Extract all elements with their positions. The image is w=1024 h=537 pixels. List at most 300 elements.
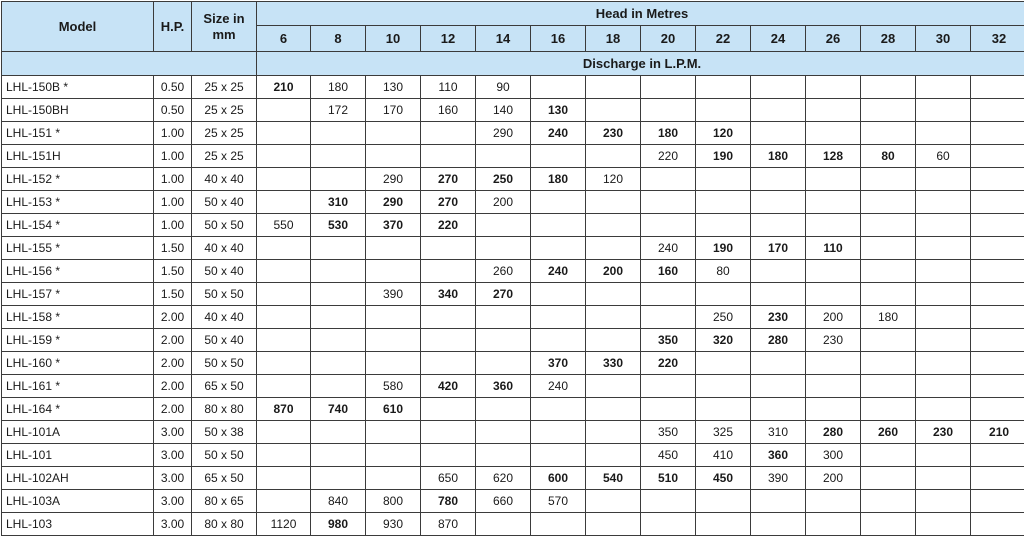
model-cell: LHL-160 * [2, 352, 154, 375]
model-cell: LHL-101 [2, 444, 154, 467]
discharge-cell: 180 [311, 76, 366, 99]
discharge-cell: 330 [586, 352, 641, 375]
model-cell: LHL-164 * [2, 398, 154, 421]
discharge-cell [916, 352, 971, 375]
discharge-cell [586, 375, 641, 398]
head-value-header: 22 [696, 26, 751, 52]
discharge-cell [696, 283, 751, 306]
discharge-cell [531, 214, 586, 237]
discharge-cell: 350 [641, 329, 696, 352]
discharge-cell: 390 [751, 467, 806, 490]
hp-cell: 1.00 [154, 214, 192, 237]
discharge-cell [751, 398, 806, 421]
discharge-cell: 240 [531, 375, 586, 398]
hp-cell: 0.50 [154, 76, 192, 99]
discharge-cell [641, 99, 696, 122]
discharge-cell [257, 237, 311, 260]
discharge-cell [861, 283, 916, 306]
discharge-cell: 310 [751, 421, 806, 444]
discharge-cell [531, 513, 586, 536]
discharge-cell [257, 168, 311, 191]
discharge-cell [257, 145, 311, 168]
discharge-cell: 780 [421, 490, 476, 513]
discharge-cell: 110 [421, 76, 476, 99]
discharge-cell [971, 168, 1024, 191]
head-value-header: 26 [806, 26, 861, 52]
discharge-cell: 310 [311, 191, 366, 214]
discharge-cell: 130 [366, 76, 421, 99]
discharge-cell [751, 76, 806, 99]
hp-cell: 2.00 [154, 398, 192, 421]
discharge-cell [861, 122, 916, 145]
discharge-cell [861, 467, 916, 490]
discharge-cell [311, 444, 366, 467]
discharge-cell [806, 122, 861, 145]
discharge-cell: 1120 [257, 513, 311, 536]
size-cell: 25 x 25 [192, 99, 257, 122]
model-header: Model [2, 2, 154, 52]
discharge-cell: 290 [366, 168, 421, 191]
discharge-cell [971, 352, 1024, 375]
discharge-cell [751, 214, 806, 237]
discharge-cell [421, 352, 476, 375]
discharge-cell [421, 306, 476, 329]
discharge-cell [586, 214, 641, 237]
discharge-cell: 60 [916, 145, 971, 168]
discharge-cell [586, 513, 641, 536]
discharge-cell [971, 99, 1024, 122]
discharge-cell: 230 [806, 329, 861, 352]
discharge-cell [476, 352, 531, 375]
discharge-cell [916, 168, 971, 191]
size-cell: 50 x 50 [192, 283, 257, 306]
discharge-cell [421, 444, 476, 467]
discharge-cell: 420 [421, 375, 476, 398]
discharge-cell [641, 398, 696, 421]
discharge-cell: 230 [916, 421, 971, 444]
discharge-cell [916, 467, 971, 490]
size-cell: 25 x 25 [192, 145, 257, 168]
discharge-cell: 350 [641, 421, 696, 444]
discharge-cell: 300 [806, 444, 861, 467]
model-cell: LHL-103 [2, 513, 154, 536]
table-row [2, 444, 1024, 467]
discharge-cell [916, 329, 971, 352]
head-value-header: 6 [257, 26, 311, 52]
discharge-cell: 160 [641, 260, 696, 283]
discharge-cell [806, 191, 861, 214]
discharge-cell: 450 [696, 467, 751, 490]
discharge-cell [806, 490, 861, 513]
discharge-cell [311, 421, 366, 444]
discharge-cell: 280 [751, 329, 806, 352]
head-value-header: 10 [366, 26, 421, 52]
table-row [2, 145, 1024, 168]
discharge-cell: 200 [476, 191, 531, 214]
discharge-cell [531, 145, 586, 168]
table-row [2, 352, 1024, 375]
discharge-cell [806, 375, 861, 398]
discharge-cell [476, 237, 531, 260]
model-cell: LHL-159 * [2, 329, 154, 352]
discharge-cell [257, 191, 311, 214]
discharge-cell: 740 [311, 398, 366, 421]
discharge-cell: 210 [257, 76, 311, 99]
discharge-cell: 240 [531, 122, 586, 145]
head-value-header: 28 [861, 26, 916, 52]
head-value-header: 20 [641, 26, 696, 52]
discharge-cell [531, 306, 586, 329]
discharge-cell [257, 421, 311, 444]
discharge-cell: 390 [366, 283, 421, 306]
discharge-cell: 570 [531, 490, 586, 513]
discharge-cell [641, 191, 696, 214]
discharge-cell [311, 329, 366, 352]
hp-cell: 1.00 [154, 168, 192, 191]
discharge-cell: 200 [806, 306, 861, 329]
discharge-cell [366, 421, 421, 444]
hp-cell: 3.00 [154, 421, 192, 444]
discharge-cell [641, 306, 696, 329]
size-cell: 40 x 40 [192, 168, 257, 191]
discharge-cell: 410 [696, 444, 751, 467]
discharge-cell [971, 122, 1024, 145]
model-cell: LHL-150B * [2, 76, 154, 99]
hp-cell: 0.50 [154, 99, 192, 122]
discharge-cell [311, 352, 366, 375]
model-cell: LHL-102AH [2, 467, 154, 490]
discharge-cell [971, 214, 1024, 237]
discharge-cell [751, 191, 806, 214]
table-row [2, 260, 1024, 283]
table-row [2, 99, 1024, 122]
table-row [2, 283, 1024, 306]
discharge-cell [806, 283, 861, 306]
discharge-cell [531, 76, 586, 99]
discharge-cell: 180 [861, 306, 916, 329]
discharge-cell: 90 [476, 76, 531, 99]
model-cell: LHL-152 * [2, 168, 154, 191]
table-row [2, 237, 1024, 260]
hp-header: H.P. [154, 2, 192, 52]
table-row [2, 191, 1024, 214]
discharge-cell [971, 513, 1024, 536]
discharge-cell [586, 283, 641, 306]
discharge-cell [696, 214, 751, 237]
discharge-cell: 230 [751, 306, 806, 329]
discharge-cell [366, 467, 421, 490]
hp-cell: 3.00 [154, 467, 192, 490]
discharge-cell [311, 145, 366, 168]
discharge-cell [971, 306, 1024, 329]
table-body [2, 76, 1024, 536]
size-cell: 80 x 80 [192, 398, 257, 421]
discharge-cell [971, 444, 1024, 467]
discharge-cell [916, 214, 971, 237]
discharge-cell: 510 [641, 467, 696, 490]
discharge-cell [696, 352, 751, 375]
discharge-cell [916, 237, 971, 260]
discharge-cell [751, 490, 806, 513]
discharge-cell [311, 467, 366, 490]
discharge-cell: 240 [531, 260, 586, 283]
discharge-cell: 370 [366, 214, 421, 237]
discharge-cell: 110 [806, 237, 861, 260]
discharge-cell [366, 329, 421, 352]
hp-cell: 2.00 [154, 306, 192, 329]
size-cell: 50 x 50 [192, 214, 257, 237]
size-cell: 40 x 40 [192, 237, 257, 260]
discharge-cell [311, 168, 366, 191]
discharge-cell [971, 260, 1024, 283]
discharge-cell [366, 306, 421, 329]
discharge-cell [916, 490, 971, 513]
discharge-cell [751, 352, 806, 375]
discharge-cell: 260 [861, 421, 916, 444]
discharge-cell [586, 76, 641, 99]
discharge-cell: 340 [421, 283, 476, 306]
discharge-cell [366, 444, 421, 467]
discharge-cell [257, 444, 311, 467]
discharge-cell: 190 [696, 237, 751, 260]
hp-cell: 1.00 [154, 145, 192, 168]
discharge-cell: 80 [696, 260, 751, 283]
discharge-cell: 270 [421, 191, 476, 214]
table-row [2, 375, 1024, 398]
discharge-cell [641, 490, 696, 513]
discharge-cell: 650 [421, 467, 476, 490]
hp-cell: 1.50 [154, 283, 192, 306]
discharge-cell [641, 513, 696, 536]
model-cell: LHL-154 * [2, 214, 154, 237]
discharge-cell: 140 [476, 99, 531, 122]
discharge-cell [696, 398, 751, 421]
discharge-cell [971, 191, 1024, 214]
discharge-cell [476, 513, 531, 536]
table-row [2, 490, 1024, 513]
discharge-cell [861, 375, 916, 398]
discharge-cell [696, 99, 751, 122]
size-cell: 80 x 65 [192, 490, 257, 513]
discharge-cell: 170 [366, 99, 421, 122]
discharge-cell: 250 [696, 306, 751, 329]
discharge-cell [971, 467, 1024, 490]
head-value-header: 24 [751, 26, 806, 52]
discharge-cell [586, 329, 641, 352]
model-cell: LHL-155 * [2, 237, 154, 260]
discharge-cell [696, 375, 751, 398]
head-value-header: 14 [476, 26, 531, 52]
discharge-cell [806, 76, 861, 99]
discharge-cell: 80 [861, 145, 916, 168]
discharge-cell: 450 [641, 444, 696, 467]
size-cell: 50 x 40 [192, 260, 257, 283]
discharge-cell: 320 [696, 329, 751, 352]
discharge-cell [916, 375, 971, 398]
discharge-cell [366, 260, 421, 283]
discharge-cell [916, 260, 971, 283]
table-header [2, 2, 1024, 76]
discharge-cell [586, 99, 641, 122]
discharge-cell: 190 [696, 145, 751, 168]
discharge-cell [861, 329, 916, 352]
discharge-cell: 280 [806, 421, 861, 444]
model-cell: LHL-153 * [2, 191, 154, 214]
discharge-cell [971, 237, 1024, 260]
size-cell: 40 x 40 [192, 306, 257, 329]
size-cell: 50 x 40 [192, 329, 257, 352]
discharge-cell: 230 [586, 122, 641, 145]
discharge-cell [366, 237, 421, 260]
discharge-cell: 550 [257, 214, 311, 237]
table-row [2, 398, 1024, 421]
discharge-cell: 220 [421, 214, 476, 237]
discharge-cell [311, 237, 366, 260]
discharge-cell [257, 467, 311, 490]
discharge-cell [641, 214, 696, 237]
discharge-cell: 290 [476, 122, 531, 145]
discharge-cell [806, 168, 861, 191]
discharge-header: Discharge in L.P.M. [257, 52, 1024, 76]
discharge-cell [257, 375, 311, 398]
discharge-cell [586, 490, 641, 513]
discharge-cell: 270 [421, 168, 476, 191]
model-cell: LHL-150BH [2, 99, 154, 122]
head-value-header: 32 [971, 26, 1024, 52]
discharge-cell: 530 [311, 214, 366, 237]
table-row [2, 329, 1024, 352]
discharge-cell [861, 444, 916, 467]
discharge-cell: 360 [751, 444, 806, 467]
discharge-cell: 180 [751, 145, 806, 168]
discharge-cell [861, 76, 916, 99]
model-cell: LHL-157 * [2, 283, 154, 306]
discharge-cell [861, 99, 916, 122]
discharge-cell [531, 283, 586, 306]
discharge-cell: 980 [311, 513, 366, 536]
discharge-cell: 260 [476, 260, 531, 283]
discharge-cell [421, 398, 476, 421]
discharge-cell: 620 [476, 467, 531, 490]
table-row [2, 467, 1024, 490]
discharge-cell [531, 191, 586, 214]
discharge-cell [751, 99, 806, 122]
table-row [2, 306, 1024, 329]
discharge-cell [531, 237, 586, 260]
head-value-header: 16 [531, 26, 586, 52]
discharge-cell [916, 76, 971, 99]
discharge-cell [971, 375, 1024, 398]
discharge-cell [696, 191, 751, 214]
discharge-cell [861, 513, 916, 536]
discharge-cell [916, 99, 971, 122]
model-cell: LHL-156 * [2, 260, 154, 283]
hp-cell: 2.00 [154, 352, 192, 375]
discharge-cell: 870 [257, 398, 311, 421]
discharge-cell [806, 260, 861, 283]
discharge-cell [751, 260, 806, 283]
discharge-cell [531, 398, 586, 421]
discharge-cell [641, 168, 696, 191]
discharge-cell: 250 [476, 168, 531, 191]
discharge-cell [916, 283, 971, 306]
discharge-cell [586, 191, 641, 214]
discharge-cell [257, 490, 311, 513]
discharge-cell [311, 283, 366, 306]
discharge-cell [751, 375, 806, 398]
discharge-cell [421, 145, 476, 168]
discharge-cell [311, 306, 366, 329]
hp-cell: 1.00 [154, 191, 192, 214]
discharge-cell [806, 99, 861, 122]
discharge-cell [531, 421, 586, 444]
table-row [2, 76, 1024, 99]
discharge-cell: 220 [641, 145, 696, 168]
hp-cell: 1.50 [154, 260, 192, 283]
discharge-cell: 220 [641, 352, 696, 375]
discharge-cell [586, 145, 641, 168]
head-value-header: 12 [421, 26, 476, 52]
hp-cell: 2.00 [154, 329, 192, 352]
discharge-cell [806, 214, 861, 237]
performance-table [1, 1, 1024, 536]
discharge-cell [476, 421, 531, 444]
discharge-cell: 170 [751, 237, 806, 260]
size-cell: 25 x 25 [192, 76, 257, 99]
discharge-cell [641, 76, 696, 99]
discharge-cell [971, 76, 1024, 99]
discharge-cell [971, 145, 1024, 168]
discharge-cell: 930 [366, 513, 421, 536]
discharge-cell [806, 352, 861, 375]
discharge-cell: 180 [531, 168, 586, 191]
discharge-cell: 840 [311, 490, 366, 513]
discharge-cell [916, 191, 971, 214]
discharge-cell [916, 398, 971, 421]
discharge-cell [257, 99, 311, 122]
discharge-cell: 580 [366, 375, 421, 398]
discharge-cell [421, 260, 476, 283]
size-cell: 80 x 80 [192, 513, 257, 536]
model-cell: LHL-151H [2, 145, 154, 168]
discharge-cell [531, 329, 586, 352]
discharge-cell: 360 [476, 375, 531, 398]
discharge-cell [696, 513, 751, 536]
hp-cell: 2.00 [154, 375, 192, 398]
discharge-cell: 540 [586, 467, 641, 490]
table-row [2, 122, 1024, 145]
discharge-cell [861, 168, 916, 191]
discharge-cell [971, 329, 1024, 352]
discharge-cell [861, 398, 916, 421]
discharge-cell [696, 76, 751, 99]
model-cell: LHL-161 * [2, 375, 154, 398]
discharge-cell [257, 122, 311, 145]
table-row [2, 421, 1024, 444]
discharge-cell [476, 329, 531, 352]
discharge-cell [366, 122, 421, 145]
discharge-cell [916, 444, 971, 467]
discharge-cell [366, 145, 421, 168]
hp-cell: 1.00 [154, 122, 192, 145]
discharge-cell [861, 260, 916, 283]
discharge-cell [257, 352, 311, 375]
discharge-cell [257, 283, 311, 306]
discharge-cell [531, 444, 586, 467]
hp-cell: 3.00 [154, 444, 192, 467]
discharge-cell [586, 444, 641, 467]
discharge-cell [311, 375, 366, 398]
